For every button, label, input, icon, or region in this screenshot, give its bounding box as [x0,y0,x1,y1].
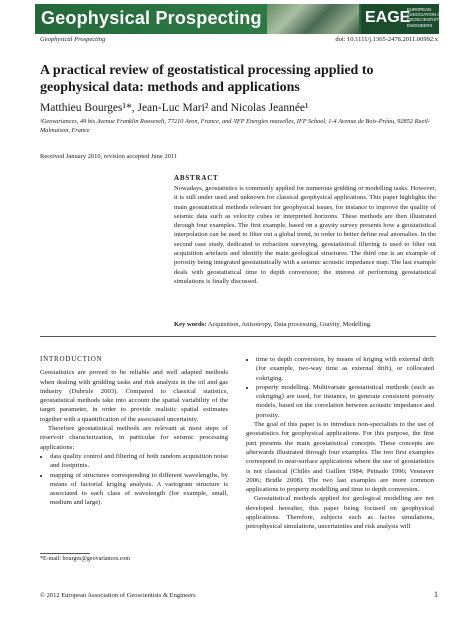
article-authors: Matthieu Bourges¹*, Jean-Luc Mari² and Nicolas Jeannée¹ [40,102,309,114]
running-header-journal: Geophysical Prospecting [40,36,106,43]
introduction-heading: INTRODUCTION [40,355,103,363]
eage-line-2: ASSOCIATION OF [407,12,444,18]
eage-line-4: ENGINEERS [407,22,433,28]
copyright-footer: © 2012 European Association of Geoscientists & Engineers [40,592,196,599]
footnote-divider [40,553,90,554]
keywords-list: Acquisition, Anisotropy, Data processing, Gravity, Modelling. [207,321,372,328]
right-column [246,355,434,532]
journal-banner [35,4,446,34]
list-item: • mapping of structures corresponding to different wavelengths, by means of factorial kriging analysis. A variogram structure is associated to each class of wavelength (for example, small, medium and large). [50,471,228,508]
page-number: 1 [434,590,438,599]
eage-abbrev: EAGE [365,9,411,26]
goal-paragraph: The goal of this paper is to introduce non-specialists to the use of geostatistics for geophysical applications. For this purpose, the first part presents the main geostatistical concepts. These concepts are afterwards illustrated through four examples. The two first examples correspond to near-surface applications where the use of geostatistics is not classical (Chilès and Guillen 1984; Peinado 1996; Vesnaver 2006; Bridle 2008). The two last examples are more common applications to property modelling and time to depth conversion. [246,421,434,494]
list-item: • time to depth conversion, by means of kriging with external drift (for example, two-way time as external drift), or collocated cokriging. [256,355,434,383]
abstract-text: Nowadays, geostatistics is commonly applied for numerous gridding or modelling tasks. However, it is still under used and unknown for classical geophysical applications. This paper highlights the main geostatistical methods relevant for geophysical issues, for instance to improve the quality of seismic data such as velocity cubes or interpreted horizons. These methods are then illustrated through four examples. The first example, based on a gravity survey presents how a geostatistical interpolation can be used to filter out a global trend, in order to better define real anomalies. In the second case study, dedicated to refraction surveying, geostatistical filtering is used to filter out acquisition artefacts and identify the main geological structures. The third one is an example of porosity being integrated geostatistically with a seismic acoustic impedance map. The last example deals with geostatistical time to depth conversion; the interest of performing geostatistical simulations is finally discussed. [174,185,436,285]
left-column [40,355,228,508]
article-title: A practical review of geostatistical processing applied to geophysical data: methods and applications [40,63,374,95]
banner-photo [267,4,359,34]
received-date: Received January 2010, revision accepted June 2011 [40,153,178,160]
intro-paragraph-1: Geostatistics are proved to be reliable and well adapted methods when dealing with gridding tasks and risk analysis in the oil and gas industry (Dubrule 2003). Compared to classical statistics, geostatistical methods take into account the spatial variability of the target parameter, in order to provide realistic spatial estimates together with a quantification of the associated uncertainty. [40,369,228,423]
keywords-label: Key words: [174,321,207,328]
list-item: • data quality control and filtering of both random acquisition noise and footprints. [50,452,228,471]
intro-paragraph-2: Therefore geostatistical methods are relevant at most steps of reservoir characterization, in particular for seismic processing applications: [40,425,228,451]
list-item: • property modelling. Multivariate geostatistical methods (such as cokriging) are used, for instance, to generate consistent porosity models, based on the correlation between acoustic impedance and porosity. [256,383,434,420]
author-affiliations: ¹Geovariances, 49 bis Avenue Franklin Roosevelt, 77210 Avon, France, and ²IFP Energies nouvelles, IFP School, 1-4 Avenue de Bois-Préau, 92852 Rueil-Malmaison, France [40,118,430,134]
keywords [174,321,436,328]
eage-line-3: GEOSCIENTISTS & [407,17,446,23]
abstract-heading: ABSTRACT [174,174,219,182]
eage-line-1: EUROPEAN [407,7,432,12]
email-footnote[interactable]: *E-mail: bourges@geovariances.com [40,556,131,562]
running-header-doi[interactable]: doi: 10.1111/j.1365-2478.2011.00992.x [335,36,438,43]
eage-full-name [407,7,446,28]
journal-title: Geophysical Prospecting [41,8,262,28]
applications-list-left [40,452,228,508]
applications-list-right [246,355,434,420]
eage-logo [361,4,446,34]
scope-paragraph: Geostatistical methods applied for geological modelling are not developed hereafter, this paper being focused on geophysical applications. Therefore, subjects such as facies simulations, petrophysical simulations, uncertainties and risk analysis will [246,495,434,531]
section-divider [40,336,436,337]
